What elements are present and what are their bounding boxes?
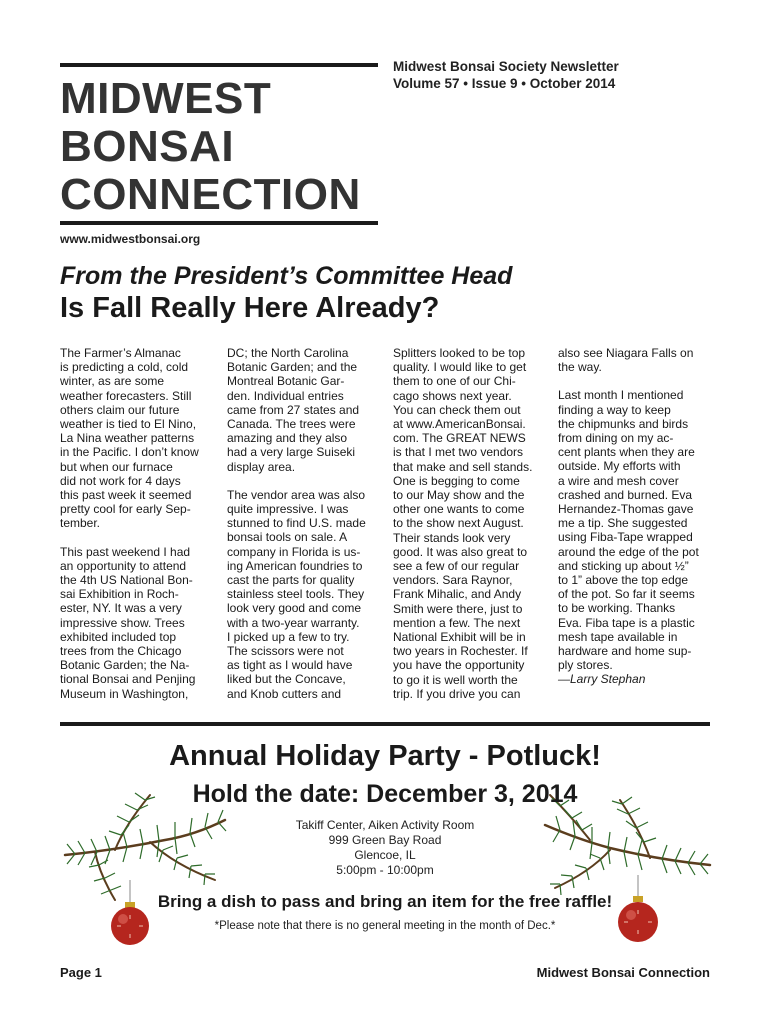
page-number: Page 1 (60, 965, 102, 980)
event-venue: Takiff Center, Aiken Activity Room (295, 818, 475, 832)
article-column-3 (393, 346, 543, 715)
issue-line: Volume 57 • Issue 9 • October 2014 (393, 76, 616, 91)
website-link[interactable]: www.midwestbonsai.org (60, 232, 201, 246)
event-call-to-action: Bring a dish to pass and bring an item for the free raffle! (157, 892, 613, 911)
paragraph: The vendor area was also quite impressive. I was stunned to find U.S. made bonsai tools on sale. A company in Florida is us- ing American foundries to cast the parts for quality stainless steel tools. They look very good and come with a two-year warranty. I picked up a few to try. The scissors were not as tight as I would have liked but the Concave, and Knob cutters and (227, 487, 366, 701)
masthead-title-line-3: CONNECTION (60, 170, 361, 219)
article-signature: —Larry Stephan (558, 672, 646, 687)
masthead-title-line-2: BONSAI (60, 122, 235, 171)
event-note: *Please note that there is no general meeting in the month of Dec.* (214, 920, 556, 932)
article-kicker: From the President’s Committee Head (60, 262, 513, 290)
masthead-bottom-rule (60, 221, 378, 225)
article-headline: Is Fall Really Here Already? (60, 292, 440, 324)
paragraph: This past weekend I had an opportunity to attend the 4th US National Bon- sai Exhibition in Roch- ester, NY. It was a very impressive show. Trees exhibited included top trees from the Chicago Botanic Garden; the Na- tional Bonsai and Penjing Museum in Washington, (60, 544, 196, 701)
masthead-title (60, 75, 361, 219)
paragraph: The Farmer’s Almanac is predicting a cold, cold winter, as are some weather forecasters. Still others claim our future weather is tied to El Nino, La Nina weather patterns in the Pacific. I don’t know but when our furnace did not work for 4 days this past week it seemed pretty cool for early Sep- tember. (60, 346, 199, 531)
article-column-4 (558, 346, 713, 687)
event-time: 5:00pm - 10:00pm (336, 863, 434, 877)
event-address: 999 Green Bay Road (328, 833, 442, 847)
footer-publication-name: Midwest Bonsai Connection (536, 965, 710, 980)
event-details (0, 818, 770, 878)
section-divider (60, 722, 710, 726)
masthead-title-line-1: MIDWEST (60, 74, 272, 123)
event-city: Glencoe, IL (354, 848, 416, 862)
paragraph: DC; the North Carolina Botanic Garden; and the Montreal Botanic Gar- den. Individual entries came from 27 states and Canada. The trees were amazing and they also had a very large Suiseki display area. (227, 346, 360, 474)
paragraph: also see Niagara Falls on the way. (558, 346, 694, 375)
event-title: Annual Holiday Party - Potluck! (169, 740, 601, 772)
paragraph: Last month I mentioned finding a way to keep the chipmunks and birds from dining on my ac- cent plants when they are outside. My efforts with a wire and mesh cover crashed and burned. Eva Hernandez-Thomas gave me a tip. She suggested using Fiba-Tape wrapped around the edge of the pot and sticking up about ½” to 1” above the top edge of the pot. So far it seems to be working. Thanks Eva. Fiba tape is a plastic mesh tape available in hardware and home sup- ply stores. (558, 388, 699, 673)
masthead-top-rule (60, 63, 378, 67)
newsletter-info (393, 58, 619, 92)
article-column-2 (227, 346, 379, 715)
article-column-1 (60, 346, 215, 715)
event-date: Hold the date: December 3, 2014 (192, 780, 578, 808)
paragraph: Splitters looked to be top quality. I would like to get them to one of our Chi- cago shows next year. You can check them out at www.AmericanBonsai. com. The GREAT NEWS is that I met two vendors that make and sell stands. One is begging to come to our May show and the other one wants to come to the show next August. Their stands look very good. It was also great to see a few of our regular vendors. Sara Raynor, Frank Mihalic, and Andy Smith were there, just to mention a few. The next National Exhibit will be in two years in Rochester. If you have the opportunity to go it is well worth the trip. If you drive you can (393, 346, 533, 701)
newsletter-name: Midwest Bonsai Society Newsletter (393, 59, 619, 74)
